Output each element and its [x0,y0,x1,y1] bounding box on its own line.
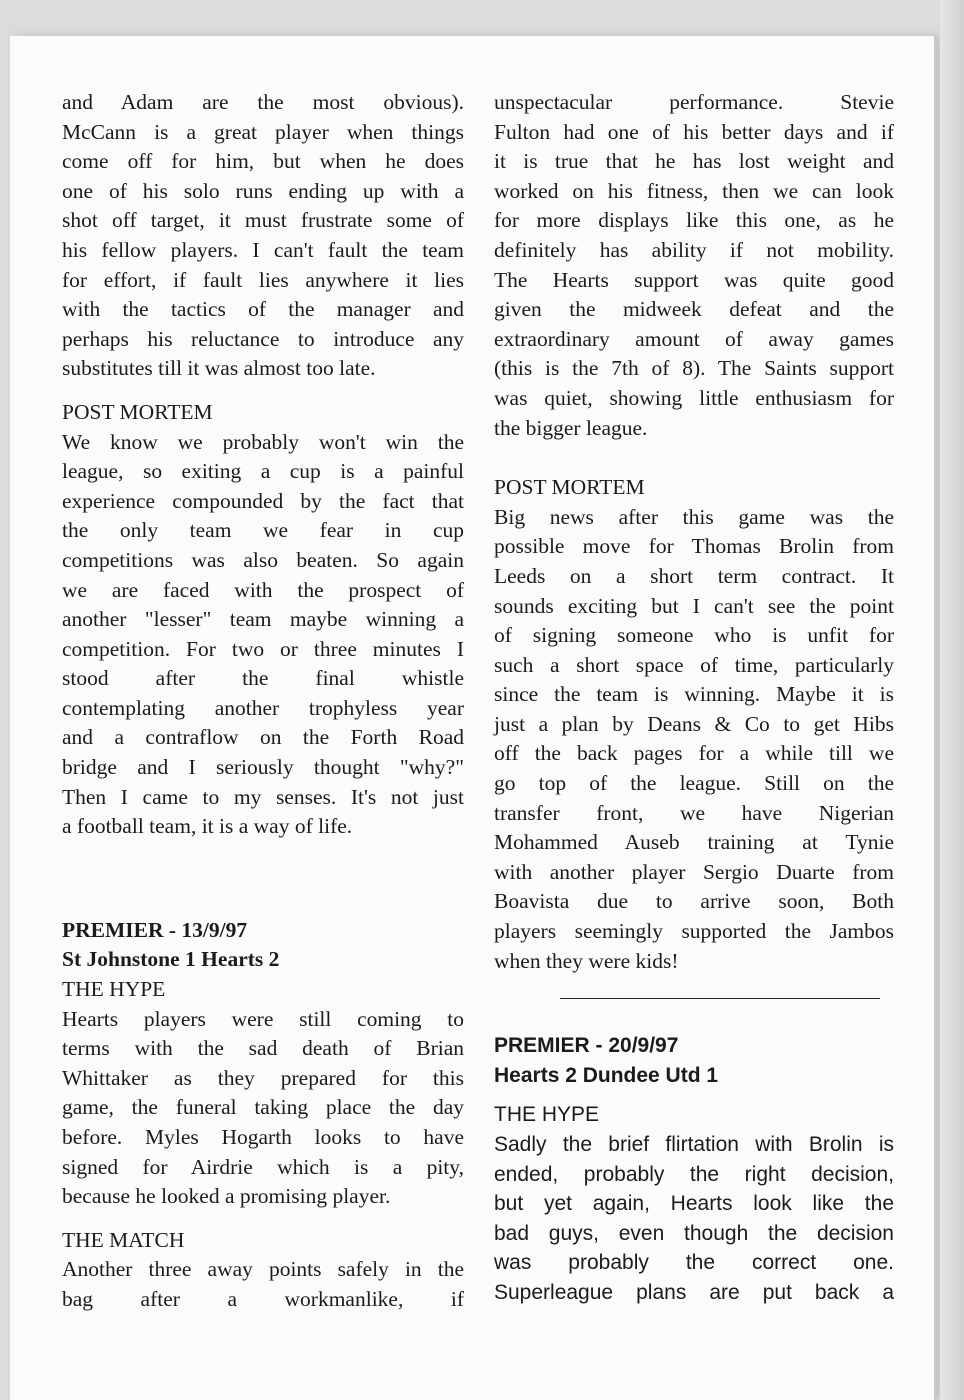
text-line: was quiet, showing little enthusiasm for [494,385,894,410]
text-line: for more displays like this one, as he [494,208,894,233]
text-line: We know we probably won't win the [62,429,464,454]
text-line: with the tactics of the manager and [62,297,464,322]
text-line: (this is the 7th of 8). The Saints support [494,356,894,381]
text-line: extraordinary amount of away games [494,326,894,351]
match-title: PREMIER - 13/9/97 [62,917,248,942]
text-line: ended, probably the right decision, [494,1162,894,1186]
text-line: shot off target, it must frustrate some of [62,208,464,233]
text-line: competitions was also beaten. So again [62,547,464,572]
right-paragraph-2 [494,503,894,977]
text-line: bridge and I seriously thought "why?" [62,755,464,780]
text-line: unspectacular performance. Stevie [494,90,894,114]
text-line: of signing someone who is unfit for [494,623,894,648]
text-line: competition. For two or three minutes I [62,636,464,661]
text-line: substitutes till it was almost too late. [62,356,376,381]
text-line: it is true that he has lost weight and [494,149,894,174]
left-paragraph-3 [62,1005,464,1212]
text-line: Sadly the brief flirtation with Brolin is [494,1133,894,1156]
text-line: The Hearts support was quite good [494,267,894,292]
text-line: McCann is a great player when things [62,119,464,144]
text-line: players seemingly supported the Jambos [494,919,894,944]
text-line: just a plan by Deans & Co to get Hibs [494,711,894,736]
text-line: Superleague plans are put back a [494,1280,894,1304]
text-line: such a short space of time, particularly [494,652,894,677]
text-line: and Adam are the most obvious). [62,90,464,114]
text-line: possible move for Thomas Brolin from [494,534,894,559]
text-line: we are faced with the prospect of [62,577,464,602]
match-score: St Johnstone 1 Hearts 2 [62,947,280,972]
text-line: perhaps his reluctance to introduce any [62,326,464,351]
text-line: given the midweek defeat and the [494,297,894,322]
text-line: another "lesser" team maybe winning a [62,607,464,632]
text-line: bag after a workmanlike, if [62,1286,464,1311]
text-line: signed for Airdrie which is a pity, [62,1154,464,1179]
right-column [494,88,894,1308]
text-line: and a contraflow on the Forth Road [62,725,464,750]
text-line: Mohammed Auseb training at Tynie [494,830,894,855]
post-mortem-heading: POST MORTEM [494,475,645,500]
text-line: Big news after this game was the [494,504,894,529]
text-line: worked on his fitness, then we can look [494,178,894,203]
right-paragraph-1 [494,88,894,443]
text-line: but yet again, Hearts look like the [494,1192,894,1216]
text-line: Another three away points safely in the [62,1257,464,1282]
left-paragraph-4 [62,1255,464,1314]
text-line: definitely has ability if not mobility. [494,237,894,262]
text-line: sounds exciting but I can't see the point [494,593,894,618]
post-mortem-heading: POST MORTEM [62,399,213,424]
text-line: when they were kids! [494,948,679,973]
left-paragraph-1 [62,88,464,384]
hype-heading: THE HYPE [62,977,166,1002]
text-line: the only team we fear in cup [62,518,464,543]
page-edge [940,0,964,1400]
right-paragraph-3 [494,1130,894,1308]
match-title: PREMIER - 20/9/97 [494,1034,679,1058]
text-line: because he looked a promising player. [62,1184,391,1209]
match-score: Hearts 2 Dundee Utd 1 [494,1063,719,1087]
text-line: contemplating another trophyless year [62,695,464,720]
text-line: since the team is winning. Maybe it is [494,682,894,707]
text-line: Boavista due to arrive soon, Both [494,889,894,914]
text-line: come off for him, but when he does [62,149,464,174]
text-line: one of his solo runs ending up with a [62,178,464,203]
left-paragraph-2 [62,428,464,842]
text-line: Hearts players were still coming to [62,1006,464,1031]
text-line: go top of the league. Still on the [494,771,894,796]
text-line: his fellow players. I can't fault the team [62,237,464,262]
text-line: before. Myles Hogarth looks to have [62,1125,464,1149]
left-column [62,88,464,1315]
text-line: a football team, it is a way of life. [62,814,353,839]
text-line: Fulton had one of his better days and if [494,119,894,144]
text-line: league, so exiting a cup is a painful [62,459,464,484]
text-line: for effort, if fault lies anywhere it lies [62,267,464,292]
text-line: the bigger league. [494,415,648,440]
text-line: game, the funeral taking place the day [62,1095,464,1120]
text-line: bad guys, even though the decision [494,1221,894,1245]
text-line: stood after the final whistle [62,666,464,691]
text-line: Then I came to my senses. It's not just [62,784,464,809]
text-line: was probably the correct one. [494,1251,894,1275]
text-line: terms with the sad death of Brian [62,1036,464,1061]
text-line: transfer front, we have Nigerian [494,800,894,825]
text-line: with another player Sergio Duarte from [494,859,894,884]
match-heading: THE MATCH [62,1227,185,1252]
text-line: off the back pages for a while till we [494,741,894,766]
text-line: Leeds on a short term contract. It [494,563,894,588]
text-line: experience compounded by the fact that [62,488,464,513]
hype-heading: THE HYPE [494,1103,600,1127]
text-line: Whittaker as they prepared for this [62,1065,464,1090]
section-divider [560,998,880,999]
